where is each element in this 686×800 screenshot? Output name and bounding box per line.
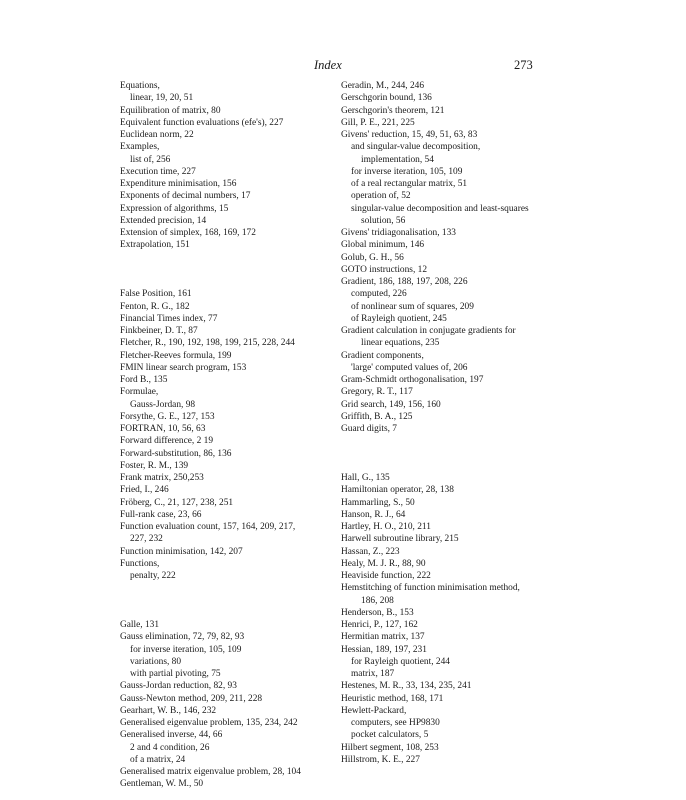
index-subentry: 'large' computed values of, 206	[351, 362, 468, 373]
index-entry: Formulae,	[120, 387, 159, 398]
index-subentry: 2 and 4 condition, 26	[130, 742, 210, 753]
index-subentry: with partial pivoting, 75	[130, 669, 221, 679]
index-entry: Hessian, 189, 197, 231	[341, 644, 427, 655]
index-entry: Extended precision, 14	[120, 215, 207, 226]
index-entry: Gauss-Newton method, 209, 211, 228	[120, 693, 263, 704]
index-entry: Henrici, P., 127, 162	[341, 620, 418, 630]
index-entry: Functions,	[120, 558, 160, 569]
index-entry: Gauss elimination, 72, 79, 82, 93	[120, 632, 245, 643]
index-entry: Grid search, 149, 156, 160	[341, 399, 441, 410]
index-subentry: for inverse iteration, 105, 109	[130, 644, 242, 655]
page-number: 273	[514, 58, 533, 72]
index-entry: Exponents of decimal numbers, 17	[120, 191, 251, 202]
index-entry: GOTO instructions, 12	[341, 264, 428, 275]
index-entry: Harwell subroutine library, 215	[341, 534, 459, 545]
index-entry: Forsythe, G. E., 127, 153	[120, 411, 215, 422]
index-column-left	[120, 80, 335, 791]
index-entry: Generalised matrix eigenvalue problem, 28, 104	[120, 767, 301, 777]
index-entry: Gerschgorin bound, 136	[341, 93, 432, 104]
index-entry: Frank matrix, 250,253	[120, 473, 204, 483]
index-entry: Generalised eigenvalue problem, 135, 234, 242	[120, 718, 298, 728]
index-subentry: computed, 226	[351, 289, 407, 300]
index-entry: Global minimum, 146	[341, 240, 425, 251]
index-subentry: and singular-value decomposition,	[351, 142, 481, 153]
index-entry: Gill, P. E., 221, 225	[341, 117, 415, 128]
index-entry: Golub, G. H., 56	[341, 252, 404, 263]
index-subentry: for inverse iteration, 105, 109	[351, 166, 463, 177]
index-entry: Function minimisation, 142, 207	[120, 546, 243, 557]
index-subentry: linear equations, 235	[361, 338, 440, 349]
index-entry: Forward difference, 2 19	[120, 436, 214, 447]
index-subentry: for Rayleigh quotient, 244	[351, 656, 450, 667]
index-entry: FORTRAN, 10, 56, 63	[120, 424, 206, 434]
index-entry: Hewlett-Packard,	[341, 705, 407, 716]
index-entry: Gradient, 186, 188, 197, 208, 226	[341, 277, 468, 287]
index-entry: Examples,	[120, 142, 160, 153]
index-entry: Extrapolation, 151	[120, 240, 190, 251]
index-entry: Hall, G., 135	[341, 473, 390, 483]
index-subentry: 186, 208	[361, 595, 394, 606]
index-entry: Galle, 131	[120, 620, 160, 630]
index-entry: Geradin, M., 244, 246	[341, 81, 425, 91]
index-subentry: computers, see HP9830	[351, 718, 440, 728]
index-entry: Expression of algorithms, 15	[120, 203, 229, 214]
index-subentry: Gauss-Jordan, 98	[130, 399, 196, 410]
index-entry: Guard digits, 7	[341, 424, 397, 434]
index-entry: Fletcher, R., 190, 192, 198, 199, 215, 228, 244	[120, 338, 295, 349]
index-entry: Gearhart, W. B., 146, 232	[120, 705, 217, 716]
index-entry: Gram-Schmidt orthogonalisation, 197	[341, 375, 484, 385]
index-entry: Hammarling, S., 50	[341, 497, 415, 508]
index-entry: Hamiltonian operator, 28, 138	[341, 485, 454, 496]
index-subentry: of nonlinear sum of squares, 209	[351, 301, 474, 312]
index-entry: Fried, I., 246	[120, 485, 169, 496]
index-entry: Hermitian matrix, 137	[341, 632, 425, 643]
index-entry: Full-rank case, 23, 66	[120, 509, 202, 520]
index-entry: Healy, M. J. R., 88, 90	[341, 558, 426, 569]
index-entry: Fröberg, C., 21, 127, 238, 251	[120, 497, 234, 508]
index-entry: False Position, 161	[120, 289, 192, 300]
index-entry: FMIN linear search program, 153	[120, 362, 247, 373]
index-entry: Equilibration of matrix, 80	[120, 105, 221, 116]
index-entry: Finkbeiner, D. T., 87	[120, 326, 198, 336]
page-header	[0, 58, 686, 74]
index-subentry: solution, 56	[361, 215, 406, 226]
index-entry: Execution time, 227	[120, 166, 196, 177]
index-entry: Fletcher-Reeves formula, 199	[120, 350, 232, 361]
index-entry: Gerschgorin's theorem, 121	[341, 105, 445, 116]
index-entry: Heuristic method, 168, 171	[341, 693, 444, 704]
index-subentry: implementation, 54	[361, 154, 434, 165]
index-entry: Equivalent function evaluations (efe's), 227	[120, 117, 284, 128]
index-entry: Gradient components,	[341, 350, 424, 361]
index-subentry: pocket calculators, 5	[351, 730, 429, 741]
index-entry: Gradient calculation in conjugate gradients for	[341, 326, 516, 336]
index-entry: Fenton, R. G., 182	[120, 301, 190, 312]
index-subentry: penalty, 222	[130, 571, 176, 581]
index-entry: Givens' reduction, 15, 49, 51, 63, 83	[341, 130, 478, 140]
index-entry: Financial Times index, 77	[120, 313, 218, 324]
index-entry: Heaviside function, 222	[341, 571, 431, 581]
index-entry: Givens' tridiagonalisation, 133	[341, 228, 456, 238]
index-entry: Function evaluation count, 157, 164, 209, 217,	[120, 522, 296, 532]
index-entry: Equations,	[120, 81, 160, 91]
index-subentry: list of, 256	[130, 154, 171, 165]
index-subentry: matrix, 187	[351, 669, 395, 679]
index-subentry: variations, 80	[130, 656, 182, 667]
index-entry: Hartley, H. O., 210, 211	[341, 522, 431, 532]
index-entry: Expenditure minimisation, 156	[120, 179, 237, 189]
index-entry: Hassan, Z., 223	[341, 546, 400, 557]
index-subentry: of a real rectangular matrix, 51	[351, 179, 468, 189]
index-entry: Henderson, B., 153	[341, 607, 414, 618]
index-subentry: singular-value decomposition and least-squares	[351, 203, 529, 214]
index-entry: Gregory, R. T., 117	[341, 387, 413, 398]
index-entry: Gauss-Jordan reduction, 82, 93	[120, 681, 237, 692]
letter-group-gap	[120, 582, 335, 619]
index-subentry: linear, 19, 20, 51	[130, 93, 194, 104]
index-entry: Hilbert segment, 108, 253	[341, 742, 439, 753]
index-entry: Foster, R. M., 139	[120, 460, 189, 471]
index-entry: Ford B., 135	[120, 375, 168, 385]
index-entry: Gentleman, W. M., 50	[120, 779, 204, 790]
index-entry: Hemstitching of function minimisation method,	[341, 583, 520, 594]
index-subentry: 227, 232	[130, 534, 163, 545]
letter-group-gap	[341, 435, 541, 472]
index-column-right	[341, 80, 541, 766]
index-entry: Euclidean norm, 22	[120, 130, 194, 140]
index-entry: Griffith, B. A., 125	[341, 411, 413, 422]
index-entry: Hillstrom, K. E., 227	[341, 754, 420, 765]
index-entry: Forward-substitution, 86, 136	[120, 448, 232, 459]
letter-group-gap	[120, 252, 335, 289]
index-subentry: of Rayleigh quotient, 245	[351, 313, 447, 324]
index-entry: Hanson, R. J., 64	[341, 509, 406, 520]
index-entry: Extension of simplex, 168, 169, 172	[120, 228, 256, 238]
running-title: Index	[314, 58, 342, 72]
index-entry: Hestenes, M. R., 33, 134, 235, 241	[341, 681, 472, 692]
index-entry: Generalised inverse, 44, 66	[120, 730, 223, 741]
index-subentry: operation of, 52	[351, 191, 411, 202]
index-subentry: of a matrix, 24	[130, 754, 186, 765]
